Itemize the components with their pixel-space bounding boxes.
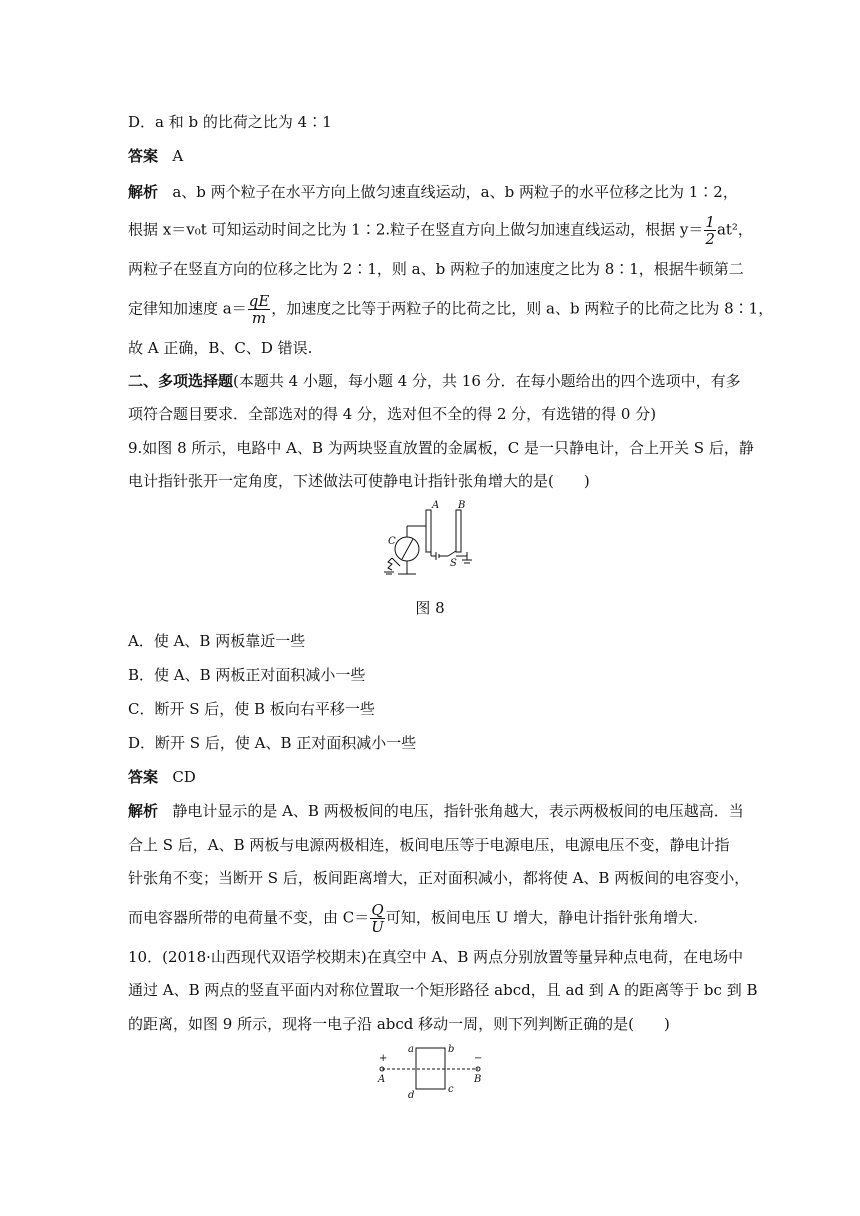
analysis-text: a、b 两个粒子在水平方向上做匀速直线运动，a、b 两粒子的水平位移之比为 1∶2， (172, 183, 738, 201)
fraction (248, 293, 271, 326)
analysis-text: 静电计显示的是 A、B 两极板间的电压，指针张角越大，表示两极板间的电压越高．当 (172, 802, 744, 820)
q9-option-c: C．断开 S 后，使 B 板向右平移一些 (128, 700, 375, 718)
q9-option-d: D．断开 S 后，使 A、B 正对面积减小一些 (128, 734, 417, 752)
section-heading: 二、多项选择题 (128, 372, 234, 390)
fraction (370, 902, 385, 935)
analysis-text: 而电容器所带的电荷量不变，由 C＝ (128, 908, 370, 927)
fraction-numerator: 1 (705, 213, 715, 231)
electrometer-c-label: C (388, 536, 396, 547)
corner-d-label: d (408, 1090, 415, 1101)
fraction-numerator: qE (248, 292, 270, 310)
q8-option-d: D．a 和 b 的比荷之比为 4∶1 (128, 113, 332, 131)
q9-answer-line (128, 766, 196, 788)
switch-s-label: S (450, 558, 457, 569)
q9-analysis-line-2: 合上 S 后，A、B 两板与电源两极相连，板间电压等于电源电压，电源电压不变，静电计指 (128, 836, 730, 854)
section-description-2: 项符合题目要求．全部选对的得 4 分，选对但不全的得 2 分，有选错的得 0 分) (128, 405, 657, 423)
q9-option-a: A．使 A、B 两板靠近一些 (128, 632, 306, 650)
figure-8-caption: 图 8 (415, 599, 445, 617)
answer-value: CD (172, 768, 196, 786)
q9-analysis-line-3: 针张角不变；当断开 S 后，板间距离增大，正对面积减小，都将使 A、B 两板间的电容变小， (128, 869, 750, 887)
corner-b-label: b (448, 1044, 455, 1055)
section-description: (本题共 4 小题，每小题 4 分，共 16 分．在每小题给出的四个选项中，有多 (233, 372, 741, 390)
plate-a-label: A (432, 500, 440, 511)
q8-analysis-line-4 (128, 293, 773, 326)
q8-analysis-line-1 (128, 181, 738, 203)
q8-analysis-line-2 (128, 214, 753, 247)
analysis-text: ，加速度之比等于两粒子的比荷之比，则 a、b 两粒子的比荷之比为 8∶1， (271, 299, 774, 318)
analysis-text: 可知，板间电压 U 增大，静电计指针张角增大. (385, 908, 698, 927)
fraction-denominator: m (251, 309, 267, 327)
point-a-label: A (378, 1074, 386, 1085)
q9-stem-1: 9.如图 8 所示，电路中 A、B 为两块竖直放置的金属板，C 是一只静电计，合上开关 S 后，静 (128, 439, 754, 457)
figure-8-circuit-diagram (370, 496, 490, 586)
point-b-label: B (474, 1074, 482, 1085)
q9-option-b: B．使 A、B 两板正对面积减小一些 (128, 666, 366, 684)
corner-a-label: a (408, 1044, 414, 1055)
plate-b-label: B (458, 500, 466, 511)
analysis-label: 解析 (128, 183, 159, 201)
q8-analysis-line-3: 两粒子在竖直方向的位移之比为 2∶1，则 a、b 两粒子的加速度之比为 8∶1，根据牛顿第二 (128, 260, 744, 278)
figure-9-rectangle-path-diagram (366, 1040, 496, 1106)
q8-answer-line (128, 145, 183, 167)
answer-label: 答案 (128, 768, 159, 786)
fraction-numerator: Q (371, 901, 384, 919)
fraction-denominator: 2 (705, 230, 715, 248)
q9-stem-2: 电计指针张开一定角度，下述做法可使静电计指针张角增大的是( ) (128, 472, 590, 490)
fraction (704, 214, 716, 247)
answer-label: 答案 (128, 147, 159, 165)
q8-analysis-line-5: 故 A 正确，B、C、D 错误. (128, 339, 313, 357)
corner-c-label: c (448, 1084, 454, 1095)
q9-analysis-line-4 (128, 902, 698, 935)
plus-sign: + (379, 1053, 388, 1064)
minus-sign: − (474, 1053, 483, 1064)
q9-analysis-line-1 (128, 800, 744, 822)
analysis-text: 根据 x＝v₀t 可知运动时间之比为 1∶2.粒子在竖直方向上做匀加速直线运动，根据 y＝ (128, 220, 704, 239)
analysis-text: 定律知加速度 a＝ (128, 299, 247, 318)
section-heading-line (128, 370, 741, 392)
fraction-denominator: U (371, 918, 384, 936)
q10-stem-3: 的距离，如图 9 所示，现将一电子沿 abcd 移动一周，则下列判断正确的是( ) (128, 1015, 670, 1033)
answer-value: A (172, 147, 184, 165)
analysis-label: 解析 (128, 802, 159, 820)
analysis-text: at²， (716, 220, 753, 239)
q10-stem-1: 10．(2018·山西现代双语学校期末)在真空中 A、B 两点分别放置等量异种点电荷，在电场中 (128, 948, 744, 966)
q10-stem-2: 通过 A、B 两点的竖直平面内对称位置取一个矩形路径 abcd，且 ad 到 A 的距离等于 bc 到 B (128, 981, 758, 999)
